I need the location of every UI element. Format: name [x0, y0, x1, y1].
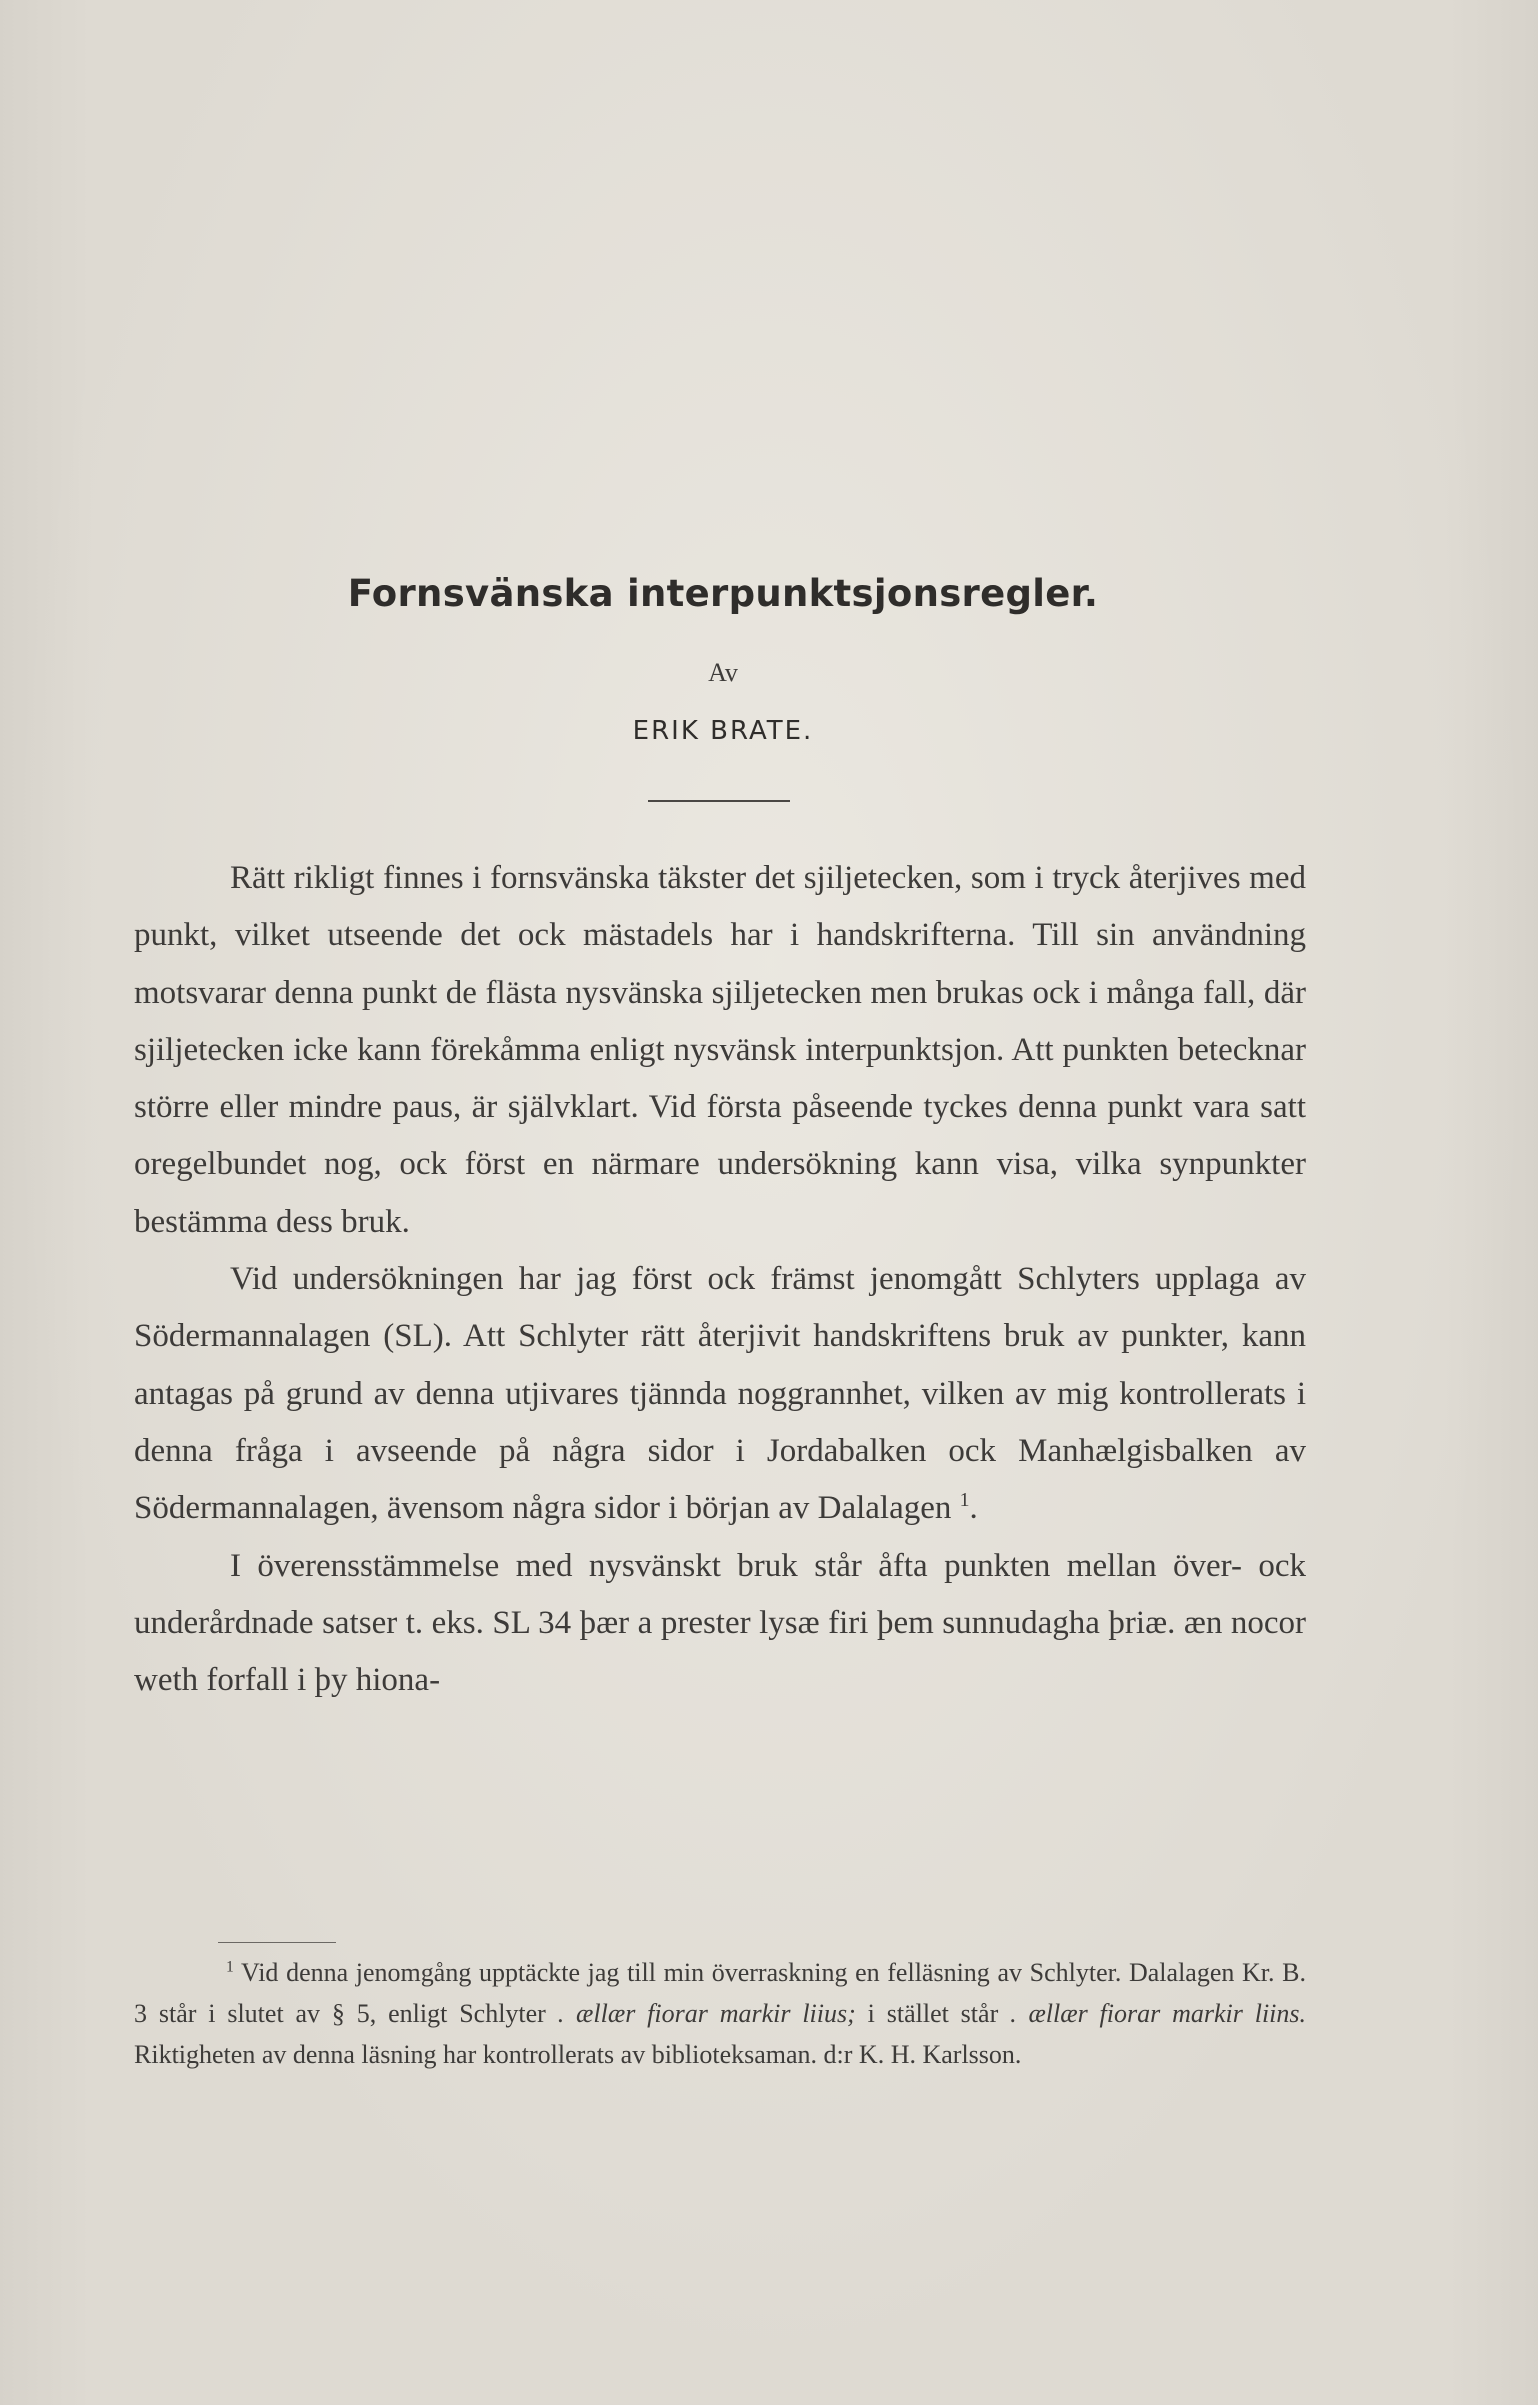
footnote-italic-2: . ællær fiorar markir liins. [1010, 1999, 1307, 2028]
paragraph-1 [134, 850, 1306, 1251]
footnote-text-2: i stället står [867, 1999, 999, 2028]
author-name: ERIK BRATE. [632, 716, 814, 746]
paragraph-2-text: Vid undersökningen har jag först ock främst jenomgått Schlyters upplaga av Södermannalagen (SL). Att Schlyter rätt återjivit handskriftens bruk av punkter, kann antagas på grund av denna utjivares tjännda noggrannhet, vilken av mig kontrollerats i denna fråga i avseende på några sidor i Jordabalken ock Manhælgisbalken av Södermannalagen, ävensom några sidor i början av Dalalagen [134, 1261, 1306, 1527]
footnote-marker: 1 [226, 1958, 234, 1976]
paragraph-2 [134, 1251, 1306, 1537]
paragraph-3-text: I överensstämmelse med nysvänskt bruk står åfta punkten mellan över- ock underårdnade satser t. eks. SL 34 þær a prester lysæ firi þem sunnudagha þriæ. æn nocor weth forfall i þy hiona- [134, 1547, 1306, 1699]
body-text [134, 850, 1306, 1709]
footnote [134, 1952, 1306, 2075]
footnote-reference: 1 [959, 1489, 970, 1512]
footnote-divider [218, 1942, 336, 1943]
footnote-text-1: Vid denna jenomgång upptäckte jag till min överraskning en felläsning av Schlyter. Dalalagen Kr. B. 3 står i slutet av § 5, enligt Schlyter [134, 1958, 1306, 2028]
footnote-italic-1: . ællær fiorar markir liius; [557, 1999, 856, 2028]
byline: Av [708, 658, 738, 687]
paragraph-3 [134, 1538, 1306, 1710]
paragraph-2-end: . [969, 1490, 978, 1527]
paragraph-1-text: Rätt rikligt finnes i fornsvänska täkster det sjiljetecken, som i tryck återjives med punkt, vilket utseende det ock mästadels har i handskrifterna. Till sin användning motsvarar denna punkt de flästa nysvänska sjiljetecken men brukas ock i många fall, där sjiljetecken icke kann förekåmma enligt nysvänsk interpunktsjon. Att punkten betecknar större eller mindre paus, är självklart. Vid första påseende tyckes denna punkt vara satt oregelbundet nog, ock först en närmare undersökning kann visa, vilka synpunkter bestämma dess bruk. [134, 860, 1306, 1240]
article-title: Fornsvänska interpunktsjonsregler. [347, 572, 1099, 615]
footnote-text-3: Riktigheten av denna läsning har kontrollerats av biblioteksaman. d:r K. H. Karlsson. [134, 2040, 1022, 2069]
title-divider [648, 800, 790, 802]
